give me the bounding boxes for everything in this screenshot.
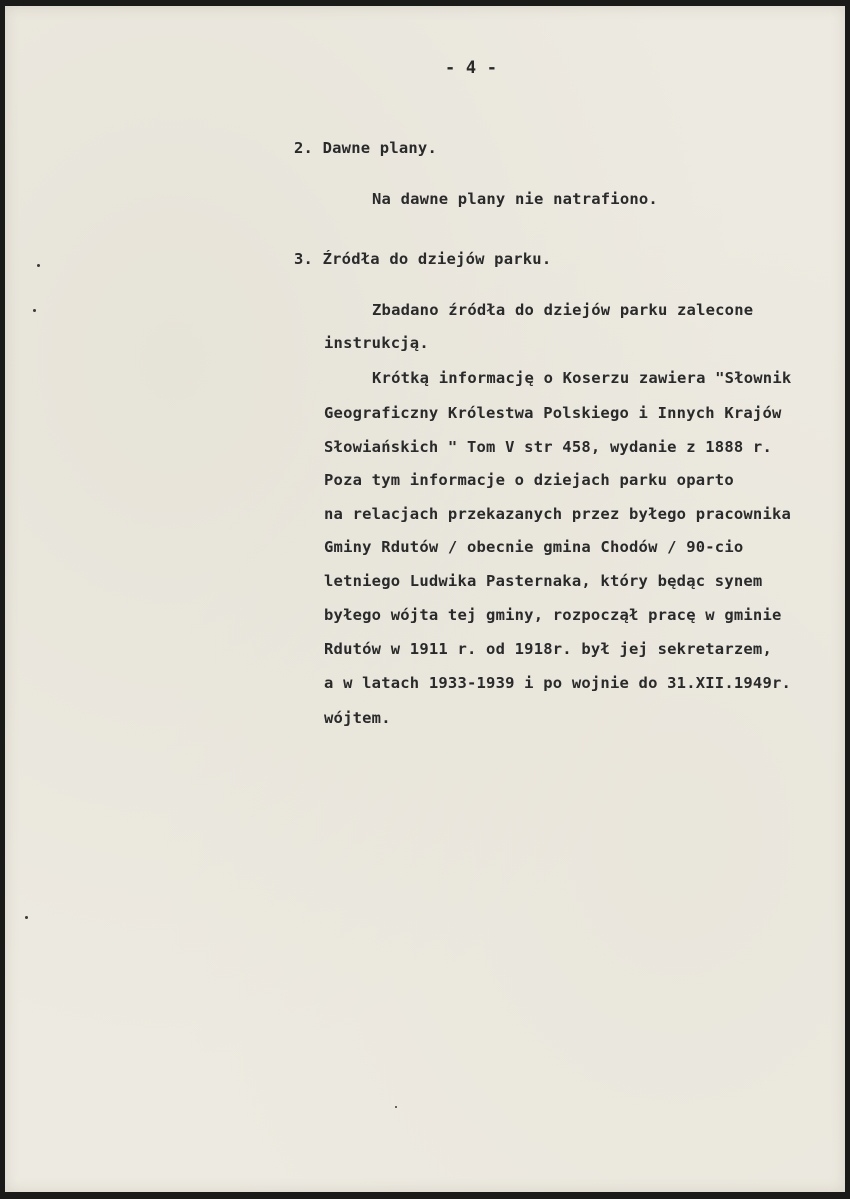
section-3-line: wójtem. — [324, 709, 391, 727]
ink-speck — [395, 1106, 397, 1108]
section-3-line: instrukcją. — [324, 334, 429, 352]
section-3-line: a w latach 1933-1939 i po wojnie do 31.XII.1949r. — [324, 674, 792, 692]
section-3-line: Zbadano źródła do dziejów parku zalecone — [372, 301, 754, 319]
section-3-line: byłego wójta tej gminy, rozpoczął pracę w gminie — [324, 606, 782, 624]
section-3-line: na relacjach przekazanych przez byłego pracownika — [324, 505, 792, 523]
ink-speck — [33, 309, 36, 312]
section-3-line: Słowiańskich " Tom V str 458, wydanie z 1888 r. — [324, 438, 772, 456]
section-3-line: Poza tym informacje o dziejach parku oparto — [324, 471, 734, 489]
page-number: - 4 - — [445, 58, 498, 78]
section-3-line: Rdutów w 1911 r. od 1918r. był jej sekretarzem, — [324, 640, 772, 658]
document-page — [5, 6, 845, 1192]
section-3-line: Krótką informację o Koserzu zawiera "Słownik — [372, 369, 792, 387]
ink-speck — [37, 264, 40, 267]
section-2-heading: 2. Dawne plany. — [294, 139, 437, 157]
ink-speck — [25, 916, 28, 919]
section-3-line: letniego Ludwika Pasternaka, który będąc synem — [324, 572, 763, 590]
section-2-line: Na dawne plany nie natrafiono. — [372, 190, 658, 208]
section-3-heading: 3. Źródła do dziejów parku. — [294, 250, 552, 268]
section-3-line: Geograficzny Królestwa Polskiego i Innych Krajów — [324, 404, 782, 422]
section-3-line: Gminy Rdutów / obecnie gmina Chodów / 90-cio — [324, 538, 744, 556]
